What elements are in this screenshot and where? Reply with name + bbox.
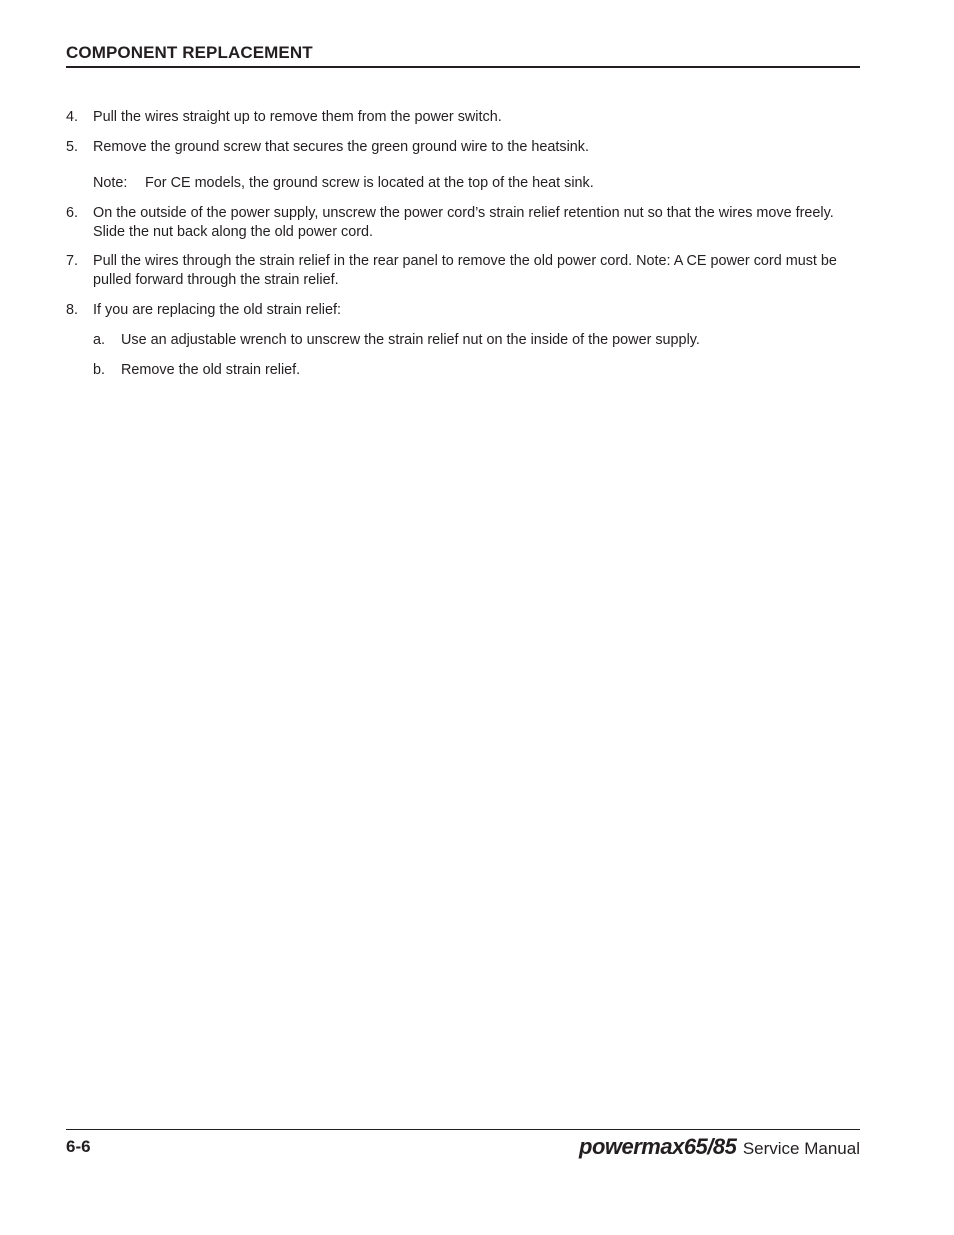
manual-type: Service Manual bbox=[742, 1139, 860, 1158]
step-number: 5. bbox=[66, 139, 79, 155]
substep-label: a. bbox=[93, 332, 106, 348]
step-number: 8. bbox=[66, 302, 79, 318]
note-label: Note: bbox=[93, 175, 128, 191]
step-number: 6. bbox=[66, 205, 79, 221]
step-text: On the outside of the power supply, unscrew the power cord’s strain relief retention nut so that the wires move freely. Slide the nut back along the old power cord. bbox=[93, 205, 834, 240]
step-7 bbox=[66, 252, 860, 290]
substep-b bbox=[66, 361, 860, 380]
step-5 bbox=[66, 138, 860, 157]
manual-title bbox=[579, 1134, 860, 1160]
step-text: Pull the wires straight up to remove them from the power switch. bbox=[93, 109, 502, 125]
section-title: COMPONENT REPLACEMENT bbox=[66, 43, 313, 62]
step-4 bbox=[66, 108, 860, 127]
substep-label: b. bbox=[93, 362, 106, 378]
step-number: 7. bbox=[66, 253, 79, 269]
step-number: 4. bbox=[66, 109, 79, 125]
step-text: Pull the wires through the strain relief in the rear panel to remove the old power cord. Note: A CE power cord must be pulled forward through the strain relief. bbox=[93, 253, 837, 288]
page-header bbox=[66, 42, 860, 68]
step-text: If you are replacing the old strain relief: bbox=[93, 302, 341, 318]
substep-text: Use an adjustable wrench to unscrew the strain relief nut on the inside of the power supply. bbox=[121, 332, 700, 348]
page-number: 6-6 bbox=[66, 1137, 91, 1156]
substep-text: Remove the old strain relief. bbox=[121, 362, 301, 378]
step-text: Remove the ground screw that secures the green ground wire to the heatsink. bbox=[93, 139, 589, 155]
note-text: For CE models, the ground screw is located at the top of the heat sink. bbox=[145, 175, 594, 191]
step-8 bbox=[66, 301, 860, 320]
substep-a bbox=[66, 331, 860, 350]
procedure-list bbox=[66, 108, 860, 380]
note bbox=[66, 174, 860, 193]
page-footer bbox=[66, 1129, 860, 1164]
product-name: powermax65/85 bbox=[579, 1134, 737, 1159]
step-6 bbox=[66, 204, 860, 242]
